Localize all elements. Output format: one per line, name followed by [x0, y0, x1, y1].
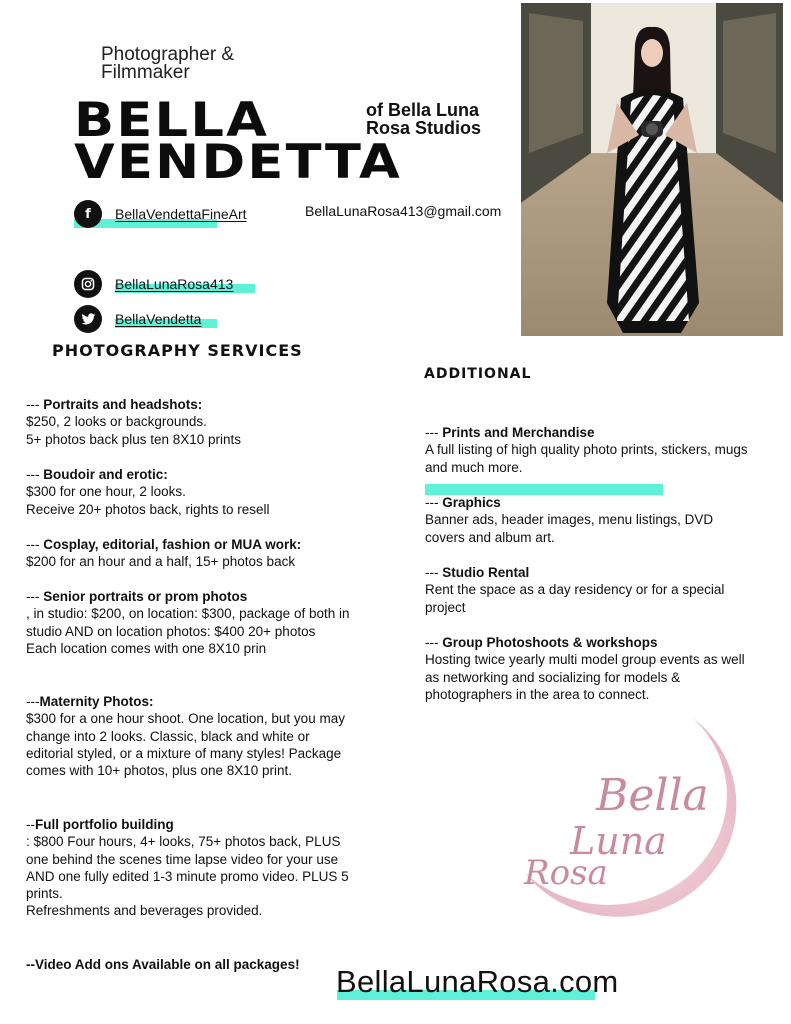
portrait-photo — [521, 3, 783, 336]
service-title: Maternity Photos: — [39, 694, 154, 709]
service-body: $200 for an hour and a half, 15+ photos back — [26, 554, 296, 570]
service-body: $300 for one hour, 2 looks. Receive 20+ photos back, rights to resell — [26, 484, 270, 517]
instagram-handle[interactable]: BellaLunaRosa413 — [115, 276, 234, 292]
additional-body: A full listing of high quality photo prints, stickers, mugs and much more. — [425, 442, 748, 475]
service-prefix: --- — [26, 397, 44, 412]
service-title: Portraits and headshots: — [43, 397, 203, 412]
service-item — [26, 396, 356, 448]
additional-title: Graphics — [442, 495, 501, 510]
service-item — [26, 816, 356, 920]
additional-body: Hosting twice yearly multi model group events as well as networking and socializing for models & photographers in the area to connect. — [425, 652, 745, 702]
service-body: : $800 Four hours, 4+ looks, 75+ photos back, PLUS one behind the scenes time lapse video for your use AND one fully edited 1-3 minute promo video. PLUS 5 prints. Refreshments and beverages provided. — [26, 834, 349, 919]
additional-item — [425, 564, 755, 616]
service-prefix: --- — [26, 589, 44, 604]
service-title: Boudoir and erotic: — [43, 467, 168, 482]
service-body: $300 for a one hour shoot. One location, but you may change into 2 looks. Classic, black and white or editorial styled, or a mixture of many styles! Package comes with 10+ photos, plus one 8X10 print. — [26, 711, 345, 779]
social-twitter[interactable] — [74, 304, 201, 334]
bella-luna-rosa-logo — [518, 712, 768, 944]
additional-heading: ADDITIONAL — [424, 366, 532, 382]
studio-name — [366, 101, 481, 137]
additional-prefix: --- — [425, 565, 443, 580]
studio-line-2: Rosa Studios — [366, 118, 482, 138]
service-prefix: -- — [26, 817, 35, 832]
photography-services-heading: PHOTOGRAPHY SERVICES — [52, 341, 303, 360]
additional-prefix: --- — [425, 495, 443, 510]
service-prefix: --- — [26, 467, 44, 482]
service-item — [26, 588, 356, 657]
service-item — [26, 466, 356, 518]
studio-line-1: of Bella Luna — [366, 100, 480, 120]
email-address[interactable]: BellaLunaRosa413@gmail.com — [305, 203, 502, 219]
video-addons-note: --Video Add ons Available on all packages! — [26, 957, 300, 972]
social-instagram[interactable] — [74, 269, 233, 299]
additional-body: Banner ads, header images, menu listings, DVD covers and album art. — [425, 512, 714, 545]
name-line-last: VENDETTA — [74, 135, 403, 190]
additional-body: Rent the space as a day residency or for a special project — [425, 582, 725, 615]
twitter-handle[interactable]: BellaVendetta — [115, 311, 202, 327]
additional-title: Prints and Merchandise — [442, 425, 595, 440]
service-item — [26, 536, 356, 571]
social-facebook[interactable] — [74, 199, 247, 229]
facebook-handle[interactable]: BellaVendettaFineArt — [115, 206, 247, 222]
logo-text-2: Luna — [570, 819, 667, 863]
additional-item — [425, 634, 755, 703]
service-body: $250, 2 looks or backgrounds. 5+ photos back plus ten 8X10 prints — [26, 414, 242, 447]
service-title: Cosplay, editorial, fashion or MUA work: — [43, 537, 302, 552]
facebook-icon[interactable]: f — [74, 200, 102, 228]
service-prefix: --- — [26, 537, 44, 552]
logo-text-3: Rosa — [524, 853, 608, 893]
logo-text-1: Bella — [596, 770, 709, 821]
service-body: , in studio: $200, on location: $300, package of both in studio AND on location photos: $400 20+ photos Each location comes with one 8X10 prin — [26, 606, 350, 656]
name-title — [74, 93, 403, 190]
service-prefix: --- — [26, 694, 40, 709]
additional-prefix: --- — [425, 425, 443, 440]
service-title: Full portfolio building — [35, 817, 174, 832]
additional-prefix: --- — [425, 635, 443, 650]
additional-item — [425, 494, 755, 546]
instagram-icon[interactable] — [74, 270, 102, 298]
additional-title: Studio Rental — [442, 565, 530, 580]
additional-title: Group Photoshoots & workshops — [442, 635, 658, 650]
website-link[interactable]: BellaLunaRosa.com — [336, 964, 619, 999]
service-item — [26, 693, 356, 779]
service-title: Senior portraits or prom photos — [43, 589, 248, 604]
name-line-first: BELLA — [74, 93, 270, 148]
subtitle: Photographer & Filmmaker — [101, 44, 235, 83]
twitter-icon[interactable] — [74, 305, 102, 333]
additional-item — [425, 424, 755, 476]
